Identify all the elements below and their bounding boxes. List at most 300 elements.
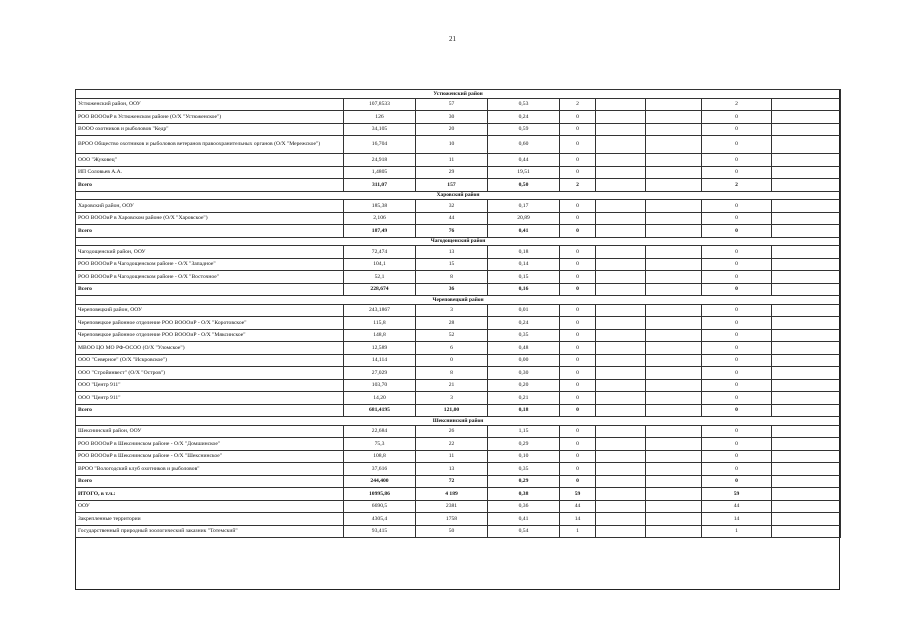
value-cell-a: 14 [560, 513, 596, 526]
value-cell-ratio: 0,44 [488, 154, 560, 167]
value-cell-c [646, 329, 702, 342]
value-cell-area: 243,1867 [344, 304, 416, 317]
value-cell-c [646, 317, 702, 330]
value-cell-a: 0 [560, 136, 596, 154]
value-cell-ratio: 0,29 [488, 438, 560, 451]
row-name-cell: Всего [76, 225, 344, 238]
value-cell-c [646, 404, 702, 417]
value-cell-b [596, 123, 646, 136]
value-cell-c [646, 166, 702, 179]
value-cell-count: 3 [416, 392, 488, 405]
value-cell-ratio: 0,10 [488, 450, 560, 463]
value-cell-area: 107,8533 [344, 98, 416, 111]
value-cell-ratio: 20,89 [488, 212, 560, 225]
value-cell-c [646, 283, 702, 296]
value-cell-c [646, 154, 702, 167]
value-cell-ratio: 0,60 [488, 136, 560, 154]
value-cell-e [772, 200, 841, 213]
table-row [76, 354, 841, 367]
value-cell-d: 0 [702, 225, 772, 238]
value-cell-count: 44 [416, 212, 488, 225]
value-cell-b [596, 166, 646, 179]
value-cell-count: 57 [416, 98, 488, 111]
value-cell-area: 12,589 [344, 342, 416, 355]
value-cell-a: 44 [560, 500, 596, 513]
value-cell-a: 0 [560, 342, 596, 355]
value-cell-c [646, 463, 702, 476]
value-cell-area: 6690,5 [344, 500, 416, 513]
value-cell-d: 0 [702, 342, 772, 355]
value-cell-d: 14 [702, 513, 772, 526]
value-cell-b [596, 513, 646, 526]
value-cell-b [596, 271, 646, 284]
value-cell-a: 0 [560, 392, 596, 405]
total-row [76, 283, 841, 296]
value-cell-area: 34,105 [344, 123, 416, 136]
row-name-cell: ВРОО Общество охотников и рыболовов ветеранов правоохранительных органов (О/Х "Мережское") [76, 136, 344, 154]
value-cell-b [596, 154, 646, 167]
row-name-cell: Всего [76, 404, 344, 417]
value-cell-e [772, 154, 841, 167]
value-cell-c [646, 342, 702, 355]
value-cell-ratio: 0,59 [488, 123, 560, 136]
value-cell-e [772, 463, 841, 476]
value-cell-ratio: 1,15 [488, 425, 560, 438]
table-row [76, 123, 841, 136]
value-cell-a: 0 [560, 111, 596, 124]
summary-row [76, 525, 841, 538]
value-cell-count: 26 [416, 425, 488, 438]
value-cell-b [596, 246, 646, 259]
value-cell-area: 75,3 [344, 438, 416, 451]
row-name-cell: ООО "Центр 911" [76, 392, 344, 405]
value-cell-count: 21 [416, 379, 488, 392]
value-cell-a: 0 [560, 123, 596, 136]
table-row [76, 329, 841, 342]
value-cell-d: 0 [702, 212, 772, 225]
value-cell-c [646, 136, 702, 154]
value-cell-d: 1 [702, 525, 772, 538]
value-cell-e [772, 225, 841, 238]
row-name-cell: ООО "Стройинвест" (О/Х "Остров") [76, 367, 344, 380]
value-cell-count: 29 [416, 166, 488, 179]
value-cell-e [772, 525, 841, 538]
value-cell-a: 0 [560, 271, 596, 284]
value-cell-a: 0 [560, 304, 596, 317]
table-row [76, 136, 841, 154]
total-row [76, 475, 841, 488]
value-cell-e [772, 404, 841, 417]
value-cell-d: 0 [702, 246, 772, 259]
value-cell-ratio: 0,30 [488, 367, 560, 380]
value-cell-a: 0 [560, 329, 596, 342]
value-cell-c [646, 438, 702, 451]
row-name-cell: Закрепленные территории [76, 513, 344, 526]
value-cell-ratio: 0,21 [488, 392, 560, 405]
value-cell-c [646, 111, 702, 124]
value-cell-e [772, 513, 841, 526]
value-cell-c [646, 488, 702, 501]
value-cell-d: 44 [702, 500, 772, 513]
value-cell-c [646, 225, 702, 238]
value-cell-area: 24,918 [344, 154, 416, 167]
value-cell-e [772, 450, 841, 463]
row-name-cell: ВРОО "Вологодский клуб охотников и рыболовов" [76, 463, 344, 476]
table-row [76, 342, 841, 355]
table-row [76, 425, 841, 438]
value-cell-area: 115,8 [344, 317, 416, 330]
value-cell-a: 0 [560, 475, 596, 488]
value-cell-e [772, 317, 841, 330]
value-cell-b [596, 438, 646, 451]
value-cell-ratio: 0,35 [488, 329, 560, 342]
value-cell-ratio: 0,18 [488, 246, 560, 259]
value-cell-ratio: 0,24 [488, 317, 560, 330]
value-cell-area: 4305,4 [344, 513, 416, 526]
hunting-grounds-table [75, 89, 841, 538]
value-cell-b [596, 136, 646, 154]
value-cell-d: 0 [702, 425, 772, 438]
row-name-cell: ООУ [76, 500, 344, 513]
value-cell-count: 30 [416, 111, 488, 124]
value-cell-count: 0 [416, 354, 488, 367]
value-cell-ratio: 0,54 [488, 525, 560, 538]
value-cell-count: 1758 [416, 513, 488, 526]
value-cell-c [646, 304, 702, 317]
table-row [76, 392, 841, 405]
row-name-cell: РОО ВОООиР в Чагодощенском районе - О/Х "Восточное" [76, 271, 344, 284]
value-cell-d: 0 [702, 317, 772, 330]
value-cell-ratio: 0,50 [488, 179, 560, 192]
value-cell-e [772, 246, 841, 259]
value-cell-area: 103,70 [344, 379, 416, 392]
value-cell-b [596, 450, 646, 463]
row-name-cell: Всего [76, 179, 344, 192]
value-cell-count: 10 [416, 136, 488, 154]
value-cell-e [772, 212, 841, 225]
total-row [76, 225, 841, 238]
value-cell-area: 126 [344, 111, 416, 124]
value-cell-area: 27,029 [344, 367, 416, 380]
value-cell-d: 0 [702, 463, 772, 476]
value-cell-count: 3 [416, 304, 488, 317]
value-cell-ratio: 0,00 [488, 354, 560, 367]
value-cell-count: 13 [416, 463, 488, 476]
value-cell-ratio: 0,01 [488, 304, 560, 317]
value-cell-c [646, 513, 702, 526]
value-cell-e [772, 342, 841, 355]
value-cell-e [772, 111, 841, 124]
value-cell-area: 10995,86 [344, 488, 416, 501]
value-cell-b [596, 367, 646, 380]
value-cell-count: 22 [416, 438, 488, 451]
table-row [76, 212, 841, 225]
table-row [76, 98, 841, 111]
value-cell-area: 311,07 [344, 179, 416, 192]
value-cell-c [646, 425, 702, 438]
table-row [76, 304, 841, 317]
value-cell-area: 104,1 [344, 258, 416, 271]
value-cell-d: 0 [702, 475, 772, 488]
value-cell-a: 0 [560, 212, 596, 225]
value-cell-ratio: 0,41 [488, 225, 560, 238]
table-row [76, 450, 841, 463]
value-cell-e [772, 367, 841, 380]
value-cell-a: 2 [560, 179, 596, 192]
value-cell-ratio: 0,38 [488, 488, 560, 501]
value-cell-c [646, 367, 702, 380]
summary-row [76, 500, 841, 513]
value-cell-c [646, 258, 702, 271]
value-cell-area: 93,415 [344, 525, 416, 538]
row-name-cell: Шекснинский район, ООУ [76, 425, 344, 438]
value-cell-ratio: 0,24 [488, 111, 560, 124]
value-cell-ratio: 0,15 [488, 271, 560, 284]
table-row [76, 154, 841, 167]
value-cell-d: 0 [702, 329, 772, 342]
value-cell-e [772, 354, 841, 367]
value-cell-a: 2 [560, 98, 596, 111]
value-cell-b [596, 342, 646, 355]
value-cell-d: 0 [702, 404, 772, 417]
value-cell-area: 14,20 [344, 392, 416, 405]
row-name-cell: МВОО ЦО МО РФ-ОСОО (О/Х "Уломское") [76, 342, 344, 355]
value-cell-area: 22,684 [344, 425, 416, 438]
value-cell-b [596, 379, 646, 392]
value-cell-ratio: 0,36 [488, 500, 560, 513]
value-cell-area: 2,106 [344, 212, 416, 225]
value-cell-ratio: 0,48 [488, 342, 560, 355]
value-cell-area: 16,704 [344, 136, 416, 154]
value-cell-area: 52,1 [344, 271, 416, 284]
row-name-cell: ИП Соловьев А.А. [76, 166, 344, 179]
value-cell-b [596, 392, 646, 405]
value-cell-area: 1,4805 [344, 166, 416, 179]
total-row [76, 404, 841, 417]
value-cell-ratio: 0,16 [488, 283, 560, 296]
value-cell-d: 0 [702, 166, 772, 179]
value-cell-count: 52 [416, 329, 488, 342]
value-cell-a: 0 [560, 404, 596, 417]
table-row [76, 438, 841, 451]
value-cell-count: 36 [416, 283, 488, 296]
row-name-cell: ООО "Северное" (О/Х "Искровское") [76, 354, 344, 367]
value-cell-b [596, 500, 646, 513]
value-cell-c [646, 179, 702, 192]
value-cell-count: 157 [416, 179, 488, 192]
value-cell-a: 0 [560, 166, 596, 179]
value-cell-c [646, 246, 702, 259]
section-title: Чагодощенский район [76, 237, 841, 246]
value-cell-e [772, 166, 841, 179]
value-cell-a: 59 [560, 488, 596, 501]
value-cell-e [772, 425, 841, 438]
value-cell-e [772, 438, 841, 451]
row-name-cell: Череповецкое районное отделение РОО ВОООиР - О/Х "Мяксинское" [76, 329, 344, 342]
value-cell-count: 8 [416, 367, 488, 380]
value-cell-count: 28 [416, 317, 488, 330]
table-row [76, 463, 841, 476]
table-row [76, 246, 841, 259]
value-cell-d: 0 [702, 123, 772, 136]
value-cell-d: 0 [702, 154, 772, 167]
value-cell-a: 0 [560, 225, 596, 238]
section-title: Харовский район [76, 191, 841, 200]
table-row [76, 258, 841, 271]
row-name-cell: ООО "Центр 911" [76, 379, 344, 392]
value-cell-b [596, 111, 646, 124]
row-name-cell: Череповецкое районное отделение РОО ВОООиР - О/Х "Коротовское" [76, 317, 344, 330]
value-cell-b [596, 525, 646, 538]
value-cell-count: 6 [416, 342, 488, 355]
value-cell-a: 0 [560, 154, 596, 167]
value-cell-c [646, 450, 702, 463]
value-cell-c [646, 354, 702, 367]
value-cell-d: 0 [702, 354, 772, 367]
row-name-cell: РОО ВОООиР в Шекснинском районе - О/Х "Шекснинское" [76, 450, 344, 463]
value-cell-b [596, 425, 646, 438]
value-cell-count: 32 [416, 200, 488, 213]
value-cell-c [646, 98, 702, 111]
value-cell-count: 121,00 [416, 404, 488, 417]
grand-total-row [76, 488, 841, 501]
value-cell-count: 11 [416, 450, 488, 463]
table-row [76, 271, 841, 284]
row-name-cell: ВООО охотников и рыболовов "Кедр" [76, 123, 344, 136]
row-name-cell: Всего [76, 283, 344, 296]
value-cell-count: 76 [416, 225, 488, 238]
section-header-row [76, 90, 841, 99]
value-cell-e [772, 379, 841, 392]
value-cell-area: 187,49 [344, 225, 416, 238]
value-cell-b [596, 488, 646, 501]
section-title: Устюженский район [76, 90, 841, 99]
row-name-cell: ИТОГО, в т.ч.: [76, 488, 344, 501]
total-row [76, 179, 841, 192]
row-name-cell: Государственный природный зоологический заказник "Тотемский" [76, 525, 344, 538]
value-cell-d: 59 [702, 488, 772, 501]
value-cell-a: 0 [560, 354, 596, 367]
value-cell-b [596, 463, 646, 476]
value-cell-area: 228,674 [344, 283, 416, 296]
value-cell-d: 0 [702, 111, 772, 124]
row-name-cell: ООО "Жуковец" [76, 154, 344, 167]
row-name-cell: Череповецкий район, ООУ [76, 304, 344, 317]
value-cell-e [772, 304, 841, 317]
value-cell-ratio: 0,14 [488, 258, 560, 271]
value-cell-d: 0 [702, 438, 772, 451]
value-cell-c [646, 200, 702, 213]
value-cell-a: 0 [560, 200, 596, 213]
value-cell-area: 108,8 [344, 450, 416, 463]
value-cell-b [596, 354, 646, 367]
value-cell-count: 20 [416, 123, 488, 136]
value-cell-ratio: 0,41 [488, 513, 560, 526]
value-cell-count: 72 [416, 475, 488, 488]
value-cell-b [596, 212, 646, 225]
value-cell-d: 0 [702, 271, 772, 284]
value-cell-d: 0 [702, 200, 772, 213]
section-header-row [76, 296, 841, 305]
value-cell-area: 185,38 [344, 200, 416, 213]
value-cell-c [646, 123, 702, 136]
value-cell-b [596, 200, 646, 213]
value-cell-c [646, 475, 702, 488]
value-cell-c [646, 212, 702, 225]
value-cell-e [772, 179, 841, 192]
value-cell-count: 4 189 [416, 488, 488, 501]
value-cell-b [596, 283, 646, 296]
value-cell-d: 0 [702, 450, 772, 463]
value-cell-count: 50 [416, 525, 488, 538]
row-name-cell: Устюженский район, ООУ [76, 98, 344, 111]
table-row [76, 379, 841, 392]
value-cell-area: 681,4195 [344, 404, 416, 417]
row-name-cell: РОО ВОООиР в Чагодощенском районе - О/Х "Западное" [76, 258, 344, 271]
table-row [76, 166, 841, 179]
value-cell-a: 0 [560, 425, 596, 438]
value-cell-area: 72,474 [344, 246, 416, 259]
value-cell-ratio: 0,29 [488, 475, 560, 488]
value-cell-count: 13 [416, 246, 488, 259]
value-cell-a: 0 [560, 317, 596, 330]
value-cell-count: 2381 [416, 500, 488, 513]
value-cell-a: 0 [560, 283, 596, 296]
value-cell-a: 0 [560, 367, 596, 380]
value-cell-d: 2 [702, 98, 772, 111]
value-cell-area: 148,8 [344, 329, 416, 342]
section-title: Шекснинский район [76, 417, 841, 426]
value-cell-e [772, 329, 841, 342]
value-cell-b [596, 304, 646, 317]
value-cell-e [772, 488, 841, 501]
value-cell-d: 0 [702, 379, 772, 392]
value-cell-e [772, 258, 841, 271]
value-cell-a: 0 [560, 379, 596, 392]
value-cell-c [646, 525, 702, 538]
table-row [76, 200, 841, 213]
value-cell-d: 0 [702, 392, 772, 405]
value-cell-d: 0 [702, 136, 772, 154]
value-cell-d: 2 [702, 179, 772, 192]
value-cell-b [596, 179, 646, 192]
value-cell-area: 244,400 [344, 475, 416, 488]
value-cell-e [772, 271, 841, 284]
value-cell-a: 1 [560, 525, 596, 538]
value-cell-c [646, 500, 702, 513]
value-cell-count: 11 [416, 154, 488, 167]
value-cell-e [772, 500, 841, 513]
value-cell-e [772, 475, 841, 488]
section-header-row [76, 191, 841, 200]
value-cell-a: 0 [560, 246, 596, 259]
row-name-cell: Харовский район, ООУ [76, 200, 344, 213]
value-cell-ratio: 0,35 [488, 463, 560, 476]
value-cell-ratio: 0,18 [488, 404, 560, 417]
summary-row [76, 513, 841, 526]
value-cell-e [772, 123, 841, 136]
value-cell-e [772, 98, 841, 111]
value-cell-b [596, 329, 646, 342]
value-cell-d: 0 [702, 304, 772, 317]
value-cell-b [596, 475, 646, 488]
value-cell-b [596, 404, 646, 417]
row-name-cell: Всего [76, 475, 344, 488]
value-cell-a: 0 [560, 450, 596, 463]
row-name-cell: РОО ВОООиР в Устюженском районе (О/Х "Устюженское") [76, 111, 344, 124]
value-cell-a: 0 [560, 438, 596, 451]
value-cell-ratio: 0,20 [488, 379, 560, 392]
